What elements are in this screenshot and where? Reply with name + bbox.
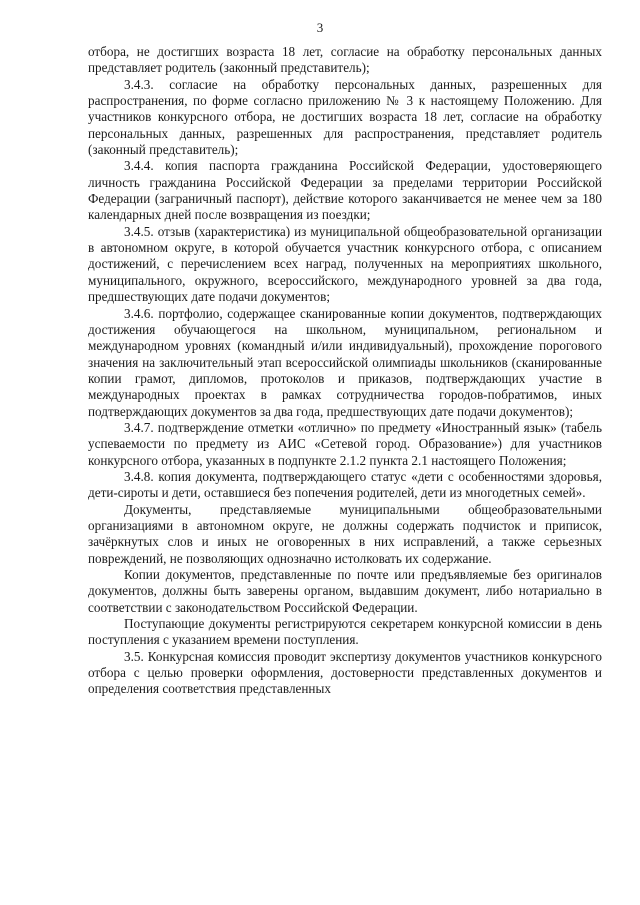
paragraph-copies-certification: Копии документов, представленные по почте или предъявляемые без оригиналов документов, должны быть заверены органом, выдавшим документ, либо нотариально в соответствии с законодательством Российской Федерации. [88, 567, 602, 615]
paragraph-3-4-5: 3.4.5. отзыв (характеристика) из муниципальной общеобразовательной организации в автономном округе, в которой обучается участник конкурсного отбора, с описанием достижений, с перечислением всех наград, полученных на мероприятиях школьного, муниципального, окружного, всероссийского, международного уровней за два года, предшествующих дате подачи документов; [88, 223, 602, 305]
paragraph-registration: Поступающие документы регистрируются секретарем конкурсной комиссии в день поступления с указанием времени поступления. [88, 616, 602, 648]
paragraph-3-4-7: 3.4.7. подтверждение отметки «отлично» по предмету «Иностранный язык» (табель успеваемости по предмету из АИС «Сетевой город. Образование») для участников конкурсного отбора, указанных в подпункте 2.1.2 пункта 2.1 настоящего Положения; [88, 419, 602, 468]
paragraph-3-4-8: 3.4.8. копия документа, подтверждающего статус «дети с особенностями здоровья, дети-сироты и дети, оставшиеся без попечения родителей, дети из многодетных семей». [88, 468, 602, 501]
paragraph-3-5: 3.5. Конкурсная комиссия проводит экспертизу документов участников конкурсного отбора с целью проверки оформления, достоверности представленных документов и определения соответствия представленных [88, 648, 602, 697]
paragraph-3-4-6: 3.4.6. портфолио, содержащее сканированные копии документов, подтверждающих достижения обучающегося на школьном, муниципальном, региональном и международном уровнях (командный и/или индивидуальный), прохождение порогового значения на заключительный этап всероссийской олимпиады школьников (сканированные копии грамот, дипломов, протоколов и приказов, подтверждающих участие в международных проектах в рамках сотрудничества городов-побратимов, иных подтверждающих документов за два года, предшествующих дате подачи документов); [88, 305, 602, 419]
page-number: 3 [316, 20, 324, 35]
paragraph-documents-requirements: Документы, представляемые муниципальными общеобразовательными организациями в автономном округе, не должны содержать подчисток и приписок, зачёркнутых слов и иных не оговоренных в них исправлений, а также серьезных повреждений, не позволяющих однозначно истолковать их содержание. [88, 501, 602, 566]
document-body [88, 44, 602, 698]
paragraph-3-4-3: 3.4.3. согласие на обработку персональных данных, разрешенных для распространения, по форме согласно приложению № 3 к настоящему Положению. Для участников конкурсного отбора, не достигших возраста 18 лет, согласие на обработку персональных данных, разрешенных для распространения, представляет родитель (законный представитель); [88, 76, 602, 158]
paragraph-continuation: отбора, не достигших возраста 18 лет, согласие на обработку персональных данных представляет родитель (законный представитель); [88, 44, 602, 76]
paragraph-3-4-4: 3.4.4. копия паспорта гражданина Российской Федерации, удостоверяющего личность гражданина Российской Федерации за пределами территории Российской Федерации (заграничный паспорт), действие которого заканчивается не менее чем за 180 календарных дней после возвращения из поездки; [88, 158, 602, 223]
